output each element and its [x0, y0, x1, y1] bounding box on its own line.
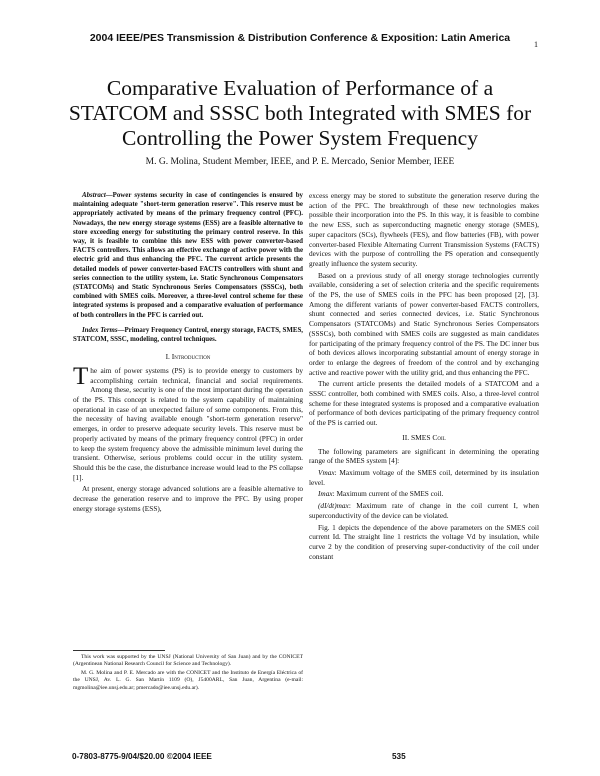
index-terms-label: Index Terms—	[82, 326, 125, 334]
abstract	[73, 191, 303, 320]
section-heading-introduction: I. Introduction	[165, 352, 211, 362]
right-paragraph-5: Fig. 1 depicts the dependence of the above parameters on the SMES coil current Id. The straight line 1 restricts the voltage Vd by insulation, while curve 2 by the condition of preserving super-conductivity of the coil under constant	[309, 522, 539, 561]
paper-authors: M. G. Molina, Student Member, IEEE, and P. E. Mercado, Senior Member, IEEE	[145, 157, 455, 167]
page-corner-number: 1	[534, 40, 538, 49]
right-column	[309, 191, 539, 563]
intro-paragraph-1-text: he aim of power systems (PS) is to provide energy to customers by accomplishing certain technical, financial and social requirements. Among these, security is one of the most important during the operation of the PS. This concept is related to the system capability of maintaining operational in case of an unexpected failure of some components. From this, the necessity of having available enough "short-term generation reserve" emerges, in order to preserve adequate security levels. This reserve must be properly activated by means of the primary frequency control (PFC) in order to keep the system frequency above the admissible minimum level during the transient. Otherwise, serious problems could occur in the utility system. Should this be the case, the disturbance increase would lead to the PS collapse [1].	[73, 365, 303, 482]
paper-title: Comparative Evaluation of Performance of a STATCOM and SSSC both Integrated with SMES for Controlling the Power System Frequency	[68, 76, 532, 150]
drop-cap: T	[73, 362, 89, 390]
index-terms-text: Primary Frequency Control, energy storage, FACTS, SMES, STATCOM, SSSC, modeling, control techniques.	[73, 326, 303, 344]
footnote-rule	[73, 650, 165, 651]
param-vmax-text: : Maximum voltage of the SMES coil, determined by its insulation level.	[309, 467, 539, 487]
param-imax	[309, 489, 539, 499]
index-terms	[73, 326, 303, 344]
footnote-affiliation: M. G. Molina and P. E. Mercado are with the CONICET and the Instituto de Energía Eléctrica of the UNSJ, Av. L. G. San Martín 1109 (O), J5400ARL, San Juan, Argentina (e-mail: mgmolina@iee.unsj.edu.ar; pmercado@iee.unsj.edu.ar).	[73, 669, 303, 691]
param-imax-text: : Maximum current of the SMES coil.	[332, 489, 444, 499]
abstract-label: Abstract—	[82, 192, 113, 199]
param-imax-symbol: Imax	[318, 489, 333, 499]
footnote-funding: This work was supported by the UNSJ (National University of San Juan) and by the CONICET (Argentinean National Research Council for Science and Technology).	[73, 654, 303, 668]
abstract-text: Power systems security in case of contingencies is ensured by maintaining adequate "short-term generation reserve". This reserve must be appropriately activated by means of the primary frequency control (PFC). Nowadays, the new energy storage systems (ESS) are a feasible alternative to store exceeding energy for substituting the primary control reserve. In this way, it is feasible to combine this new ESS with power converter-based FACTS controllers. This allows an effective exchange of active power with the electric grid and thus enhancing the PFC. The current article presents the detailed models of power converter-based FACTS controllers with shunt and series connection to the utility system, i.e. Static Synchronous Compensators (STATCOMs) and Static Synchronous Series Compensators (SSSCs), both combined with SMES coils. Moreover, a three-level control scheme for these integrated systems is proposed and a comparative evaluation of performance of both controllers in the PFC is carried out.	[73, 192, 303, 319]
param-vmax	[309, 468, 539, 487]
page-number: 535	[392, 752, 406, 761]
isbn-line: 0-7803-8775-9/04/$20.00 ©2004 IEEE	[72, 752, 212, 761]
right-paragraph-4: The following parameters are significant in determining the operating range of the SMES system [4]:	[309, 446, 539, 466]
section-heading-smes-coil: II. SMES Coil	[402, 432, 446, 442]
left-column	[73, 191, 303, 516]
conference-header: 2004 IEEE/PES Transmission & Distribution Conference & Exposition: Latin America	[89, 32, 511, 44]
param-vmax-symbol: Vmax	[318, 467, 335, 477]
param-didt-text: : Maximum rate of change in the coil current I, when superconductivity of the device can be violated.	[309, 501, 539, 520]
intro-paragraph-1	[73, 362, 303, 482]
right-paragraph-3: The current article presents the detailed models of a STATCOM and a SSSC controller, both combined with SMES coils. Also, a three-level control scheme for these integrated systems is proposed and a comparative evaluation of performance of both devices participating of the primary frequency control of the PS is carried out.	[309, 379, 539, 428]
intro-paragraph-2: At present, energy storage advanced solutions are a feasible alternative to decrease the generation reserve and to improve the PFC. By using proper energy storage systems (ESS),	[73, 484, 303, 513]
param-didt-symbol: (dI/dt)max	[318, 501, 349, 511]
right-paragraph-1: excess energy may be stored to substitute the generation reserve during the action of the PFC. The breakthrough of these new technologies makes possible their incorporation into the PS. In this way, it is feasible to combine the new ESS, such as superconducting magnetic energy storage (SMES), super capacitors (SCs), flywheels (FES), and flow batteries (FB), with power converter-based Flexible Alternating Current Transmission Systems (FACTS) devices with the purpose of controlling the PS operation and consequently greatly influence the system security.	[309, 191, 539, 268]
footnotes	[73, 654, 303, 693]
param-didt	[309, 501, 539, 520]
right-paragraph-2: Based on a previous study of all energy storage technologies currently available, considering a set of selection criteria and the specific requirements of the PS, the use of SMES coils in the PFC has been proposed [2], [3]. Among the different variants of power converter-based FACTS controllers, shunt connected and series connected devices, i.e. Static Synchronous Compensators (STATCOMs) and Static Synchronous Series Compensators (SSSCs), both combined with SMES coils are suggested as main candidates for participating of the primary frequency control of the PS. The DC inner bus of both devices allows incorporating substantial amount of energy storage in order to enlarge the degrees of freedom of the control and by exchanging active and reactive power with the utility grid, and thus enhancing the PFC.	[309, 270, 539, 377]
